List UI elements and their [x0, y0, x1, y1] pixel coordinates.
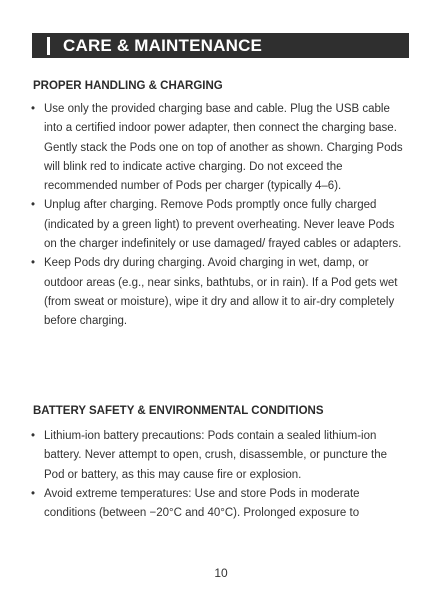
list-item	[28, 196, 408, 254]
list-item	[28, 427, 408, 485]
title-bar	[32, 33, 409, 58]
section-heading-handling: PROPER HANDLING & CHARGING	[33, 80, 223, 92]
list-item-text: Use only the provided charging base and cable. Plug the USB cable into a certified indoor power adapter, then connect the charging base. Gently stack the Pods one on top of another as shown. Charging Pods will blink red to indicate active charging. Do not exceed the recommended number of Pods per charger (typically 4–6).	[44, 103, 403, 193]
list-item-text: Keep Pods dry during charging. Avoid charging in wet, damp, or outdoor areas (e.g., near sinks, bathtubs, or in rain). If a Pod gets wet (from sweat or moisture), wipe it dry and allow it to air-dry completely before charging.	[44, 257, 398, 328]
page-title: CARE & MAINTENANCE	[63, 36, 263, 55]
title-accent-bar	[47, 37, 50, 55]
section-heading-battery: BATTERY SAFETY & ENVIRONMENTAL CONDITIONS	[33, 405, 324, 417]
list-item-text: Unplug after charging. Remove Pods promptly once fully charged (indicated by a green light) to prevent overheating. Never leave Pods on the charger indefinitely or use damaged/ frayed cables or adapters.	[44, 199, 402, 251]
list-item	[28, 254, 408, 331]
bullet-icon: •	[31, 199, 36, 212]
bullet-icon: •	[31, 257, 36, 270]
list-item-text: Avoid extreme temperatures: Use and store Pods in moderate conditions (between −20°C and 40°C). Prolonged exposure to	[44, 487, 360, 520]
battery-list	[28, 427, 408, 523]
list-item-text: Lithium-ion battery precautions: Pods contain a sealed lithium-ion battery. Never attempt to open, crush, disassemble, or puncture the Pod or battery, as this may cause fire or explosion.	[44, 430, 388, 481]
bullet-icon: •	[31, 430, 36, 442]
bullet-icon: •	[31, 103, 36, 115]
list-item	[28, 100, 408, 196]
page-number: 10	[214, 566, 228, 580]
list-item	[28, 485, 408, 524]
handling-list	[28, 100, 408, 332]
bullet-icon: •	[31, 487, 36, 500]
